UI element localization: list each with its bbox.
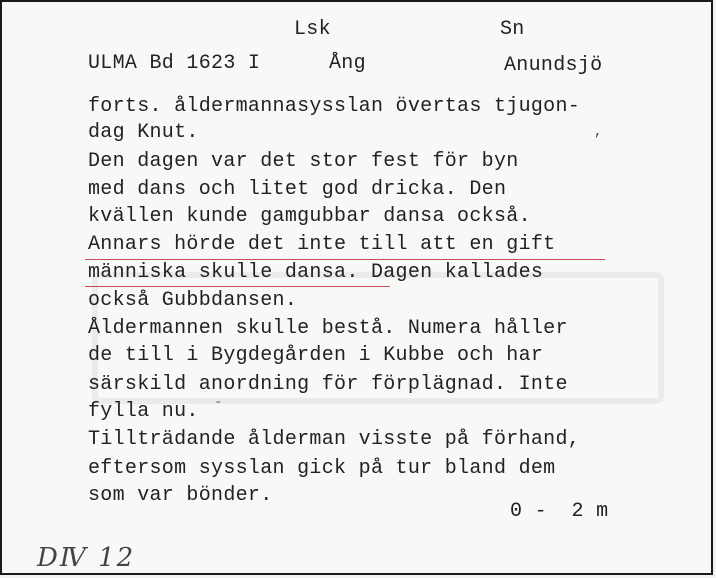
pencil-mark: , [594, 124, 603, 140]
body-line: de till i Bygdegården i Kubbe och har [88, 344, 544, 367]
parish-code: Sn [500, 18, 525, 41]
parish-name: Anundsjö [504, 54, 603, 77]
body-line: som var bönder. [88, 484, 273, 507]
red-underline [85, 259, 605, 260]
body-line: Tillträdande ålderman visste på förhand, [88, 428, 581, 451]
pencil-mark: ˉ [214, 400, 223, 416]
body-line: kvällen kunde gamgubbar dansa också. [88, 205, 531, 228]
body-line: eftersom sysslan gick på tur bland dem [88, 457, 556, 480]
body-line-underlined: människa skulle dansa. Dagen kallades [88, 261, 544, 284]
location-name: Ång [329, 52, 366, 75]
body-line: med dans och litet god dricka. Den [88, 178, 507, 201]
body-line: fylla nu. [88, 400, 199, 423]
body-line: särskild anordning för förplägnad. Inte [88, 373, 568, 396]
body-line: också Gubbdansen. [88, 289, 298, 312]
body-line: dag Knut. [88, 121, 199, 144]
body-line: Den dagen var det stor fest för byn [88, 150, 519, 173]
location-code: Lsk [294, 18, 331, 41]
page-reference: 0 - 2 m [510, 500, 609, 523]
handwritten-code: DⅣ 12 [37, 543, 136, 573]
body-line: Åldermannen skulle bestå. Numera håller [88, 317, 568, 340]
body-line: forts. åldermannasysslan övertas tjugon- [88, 95, 581, 118]
archive-reference: ULMA Bd 1623 I [88, 52, 261, 75]
body-line-underlined: Annars hörde det inte till att en gift [88, 233, 556, 256]
red-underline [85, 286, 390, 287]
